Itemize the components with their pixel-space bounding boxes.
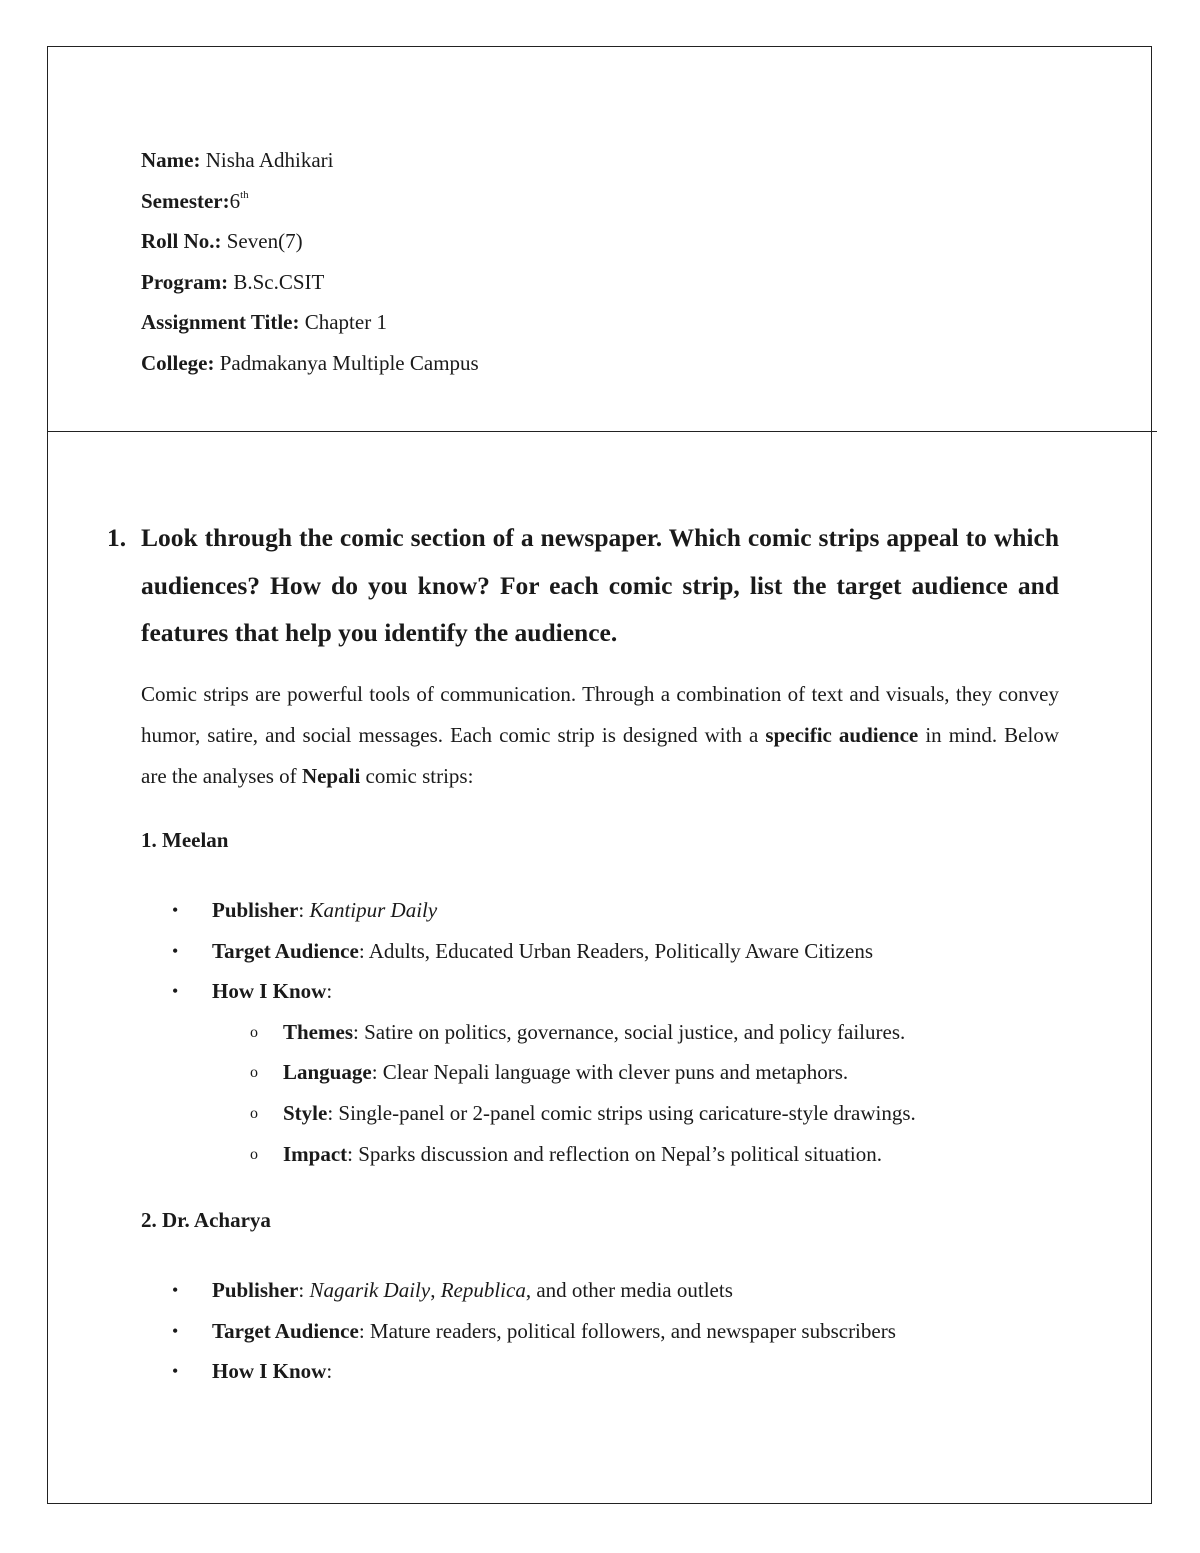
college-line: College: Padmakanya Multiple Campus bbox=[141, 350, 479, 375]
bullet-icon: • bbox=[172, 1361, 179, 1382]
student-info bbox=[141, 140, 479, 384]
bullet-icon: • bbox=[172, 940, 179, 961]
roll-line: Roll No.: Seven(7) bbox=[141, 229, 303, 254]
bullet-icon: • bbox=[172, 900, 179, 920]
bullet-icon: • bbox=[172, 981, 179, 1002]
intro-paragraph: Comic strips are powerful tools of communication. Through a combination of text and visuals, they convey humor, satire, and social messages. Each comic strip is designed with a specific audience in mind. Below are the analyses of Nepali comic strips: bbox=[141, 682, 1060, 788]
name-line: Name: Nisha Adhikari bbox=[141, 148, 334, 172]
section-heading-dr-acharya: 2. Dr. Acharya bbox=[141, 1208, 271, 1232]
program-line: Program: B.Sc.CSIT bbox=[141, 269, 325, 294]
question-text: Look through the comic section of a newspaper. Which comic strips appeal to which audiences? How do you know? For each comic strip, list the target audience and features that help you identify the audience. bbox=[141, 523, 1059, 647]
semester-line: Semester:6th bbox=[141, 188, 249, 213]
circle-bullet-icon: o bbox=[250, 1023, 258, 1041]
circle-bullet-icon: o bbox=[250, 1104, 258, 1122]
question-heading bbox=[107, 514, 1059, 657]
circle-bullet-icon: o bbox=[250, 1145, 258, 1163]
section-heading-meelan: 1. Meelan bbox=[141, 828, 229, 852]
bullet-icon: • bbox=[172, 1280, 179, 1300]
assignment-line: Assignment Title: Chapter 1 bbox=[141, 310, 387, 335]
header-divider bbox=[47, 431, 1157, 432]
circle-bullet-icon: o bbox=[250, 1064, 258, 1082]
question-number: 1. bbox=[107, 523, 127, 552]
bullet-icon: • bbox=[172, 1320, 179, 1341]
